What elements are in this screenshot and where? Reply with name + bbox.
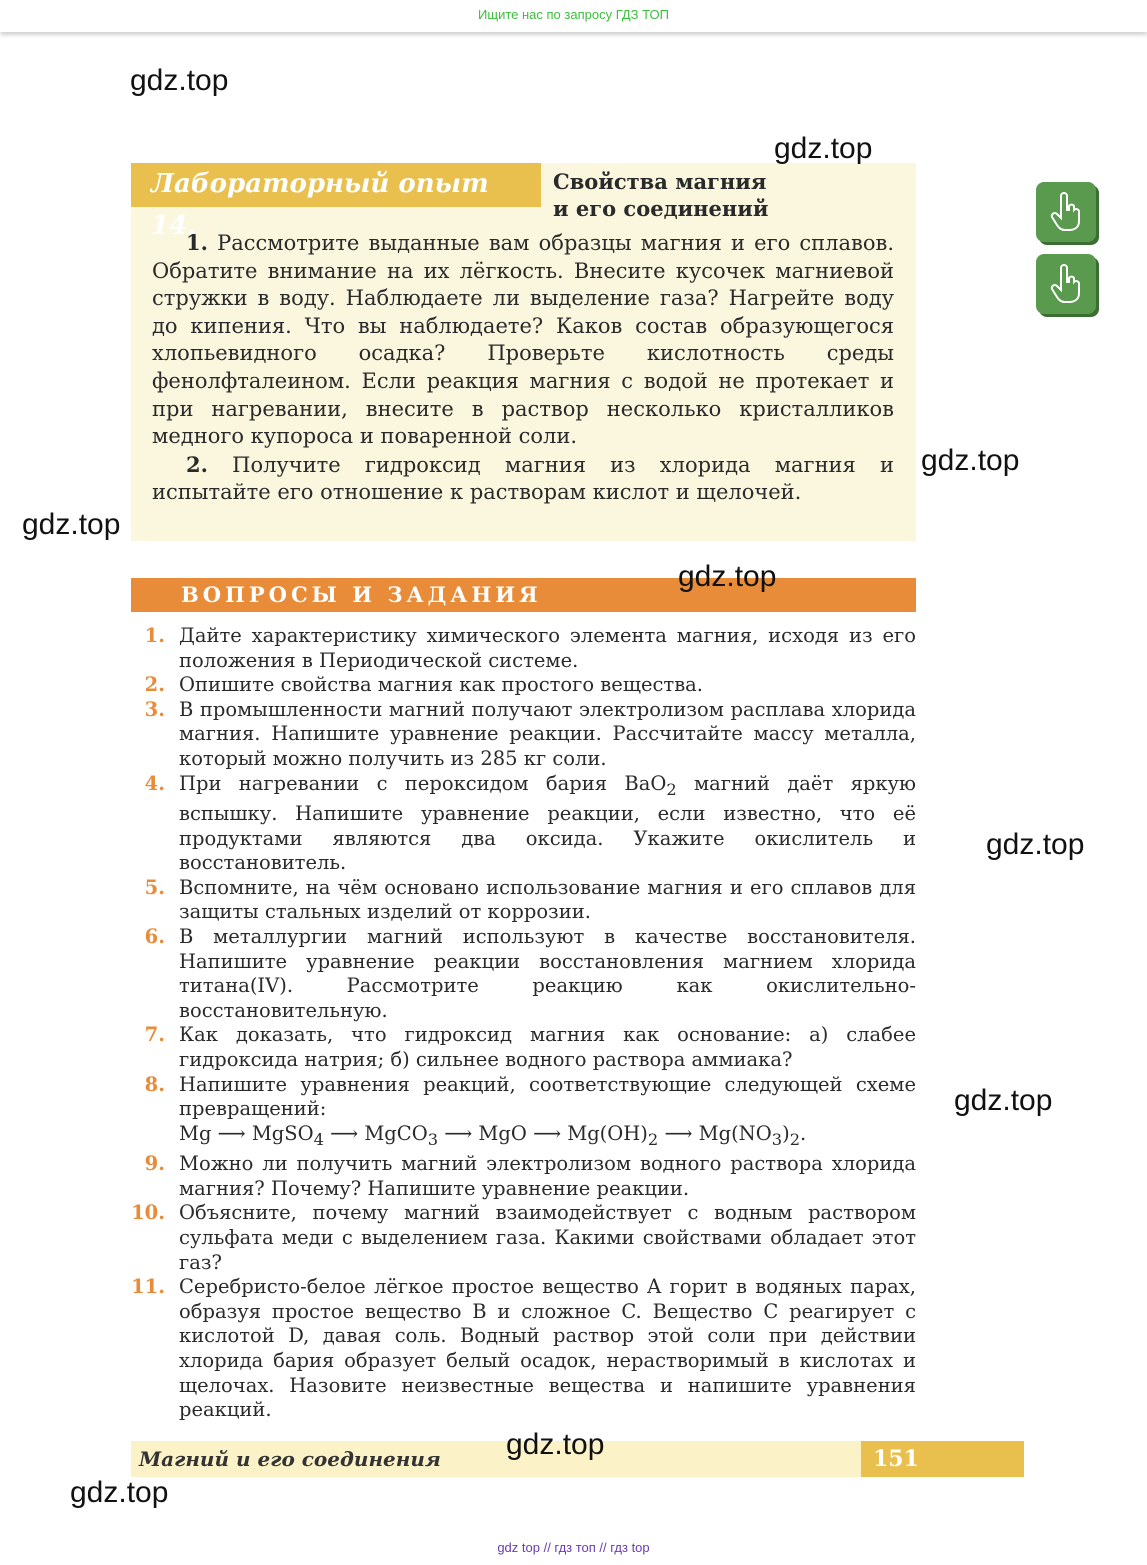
page-number: 151 <box>861 1441 1024 1477</box>
question-text: Объясните, почему магний взаимодействует с водным раствором сульфата меди с выделением газа. Какими свойствами обладает этот газ? <box>179 1201 916 1274</box>
watermark: gdz.top <box>954 1084 1053 1117</box>
arrow: ⟶ <box>330 1121 359 1145</box>
arrow: ⟶ <box>533 1121 562 1145</box>
question-number: 9. <box>144 1152 165 1176</box>
watermark: gdz.top <box>986 828 1085 861</box>
question-number: 8. <box>144 1072 165 1096</box>
question-item <box>131 1201 916 1275</box>
hand-pointer-button[interactable] <box>1036 254 1096 314</box>
subscript: 3 <box>427 1129 439 1149</box>
reaction-chain <box>179 1122 916 1152</box>
lab-subtitle-line1: Свойства магния <box>553 169 767 194</box>
lab-item-text: Рассмотрите выданные вам образцы магния и его сплавов. Обратите внимание на их лёгкость. Внесите кусочек магниевой стружки в воду. Наблюдаете ли выделение газа? Нагрейте воду до кипения. Что вы наблюдаете? Каков состав образующегося хлопьевидного осадка? Проверьте кислотность среды фенолфталеином. Если реакция магния с водой не протекает и при нагревании, внесите в раствор несколько кристалликов медного купороса и поваренной соли. <box>152 231 894 449</box>
formula: . <box>800 1121 807 1145</box>
question-text: Дайте характеристику химического элемента магния, исходя из его положения в Периодической системе. <box>179 624 916 672</box>
question-text: Серебристо-белое лёгкое простое вещество A горит в водяных парах, образуя простое вещество B и сложное C. Вещество C реагирует с кислотой D, давая соль. Водный раствор этой соли при действии хлорида бария образует белый осадок, нерастворимый в кислотах и щелочах. Назовите неизвестные вещества и напишите уравнения реакций. <box>179 1275 916 1422</box>
question-text: Опишите свойства магния как простого вещества. <box>179 673 704 697</box>
question-item <box>131 876 916 925</box>
formula: MgO <box>478 1121 527 1145</box>
hand-pointer-icon <box>1049 264 1083 304</box>
question-number: 1. <box>144 624 165 647</box>
question-text: Можно ли получить магний электролизом водного раствора хлорида магния? Почему? Напишите уравнение реакции. <box>179 1152 916 1200</box>
top-banner <box>0 0 1147 32</box>
watermark: gdz.top <box>506 1428 605 1461</box>
question-number: 11. <box>131 1275 165 1299</box>
arrow: ⟶ <box>444 1121 473 1145</box>
question-text: Напишите уравнения реакций, соответствующие следующей схеме превращений: <box>179 1072 916 1121</box>
question-number: 5. <box>144 875 165 899</box>
top-banner-text: Ищите нас по запросу ГДЗ ТОП <box>478 7 669 22</box>
question-item <box>131 673 916 698</box>
question-text <box>179 772 916 875</box>
question-number: 10. <box>131 1201 165 1225</box>
question-number: 6. <box>144 925 165 949</box>
question-text: В промышленности магний получают электролизом расплава хлорида магния. Напишите уравнение реакции. Рассчитайте массу металла, который можно получить из 285 кг соли. <box>179 697 916 770</box>
bottom-links[interactable]: gdz top // гдз топ // гдз top <box>497 1540 650 1555</box>
watermark: gdz.top <box>774 132 873 165</box>
question-item <box>131 1023 916 1072</box>
watermark: gdz.top <box>22 508 121 541</box>
questions-header <box>131 578 916 612</box>
arrow: ⟶ <box>217 1121 246 1145</box>
lab-subtitle <box>553 168 813 222</box>
watermark: gdz.top <box>678 560 777 593</box>
hand-pointer-icon <box>1049 192 1083 232</box>
subscript: 2 <box>789 1129 801 1149</box>
formula: Mg(OH) <box>567 1121 648 1145</box>
lab-item-number: 1. <box>186 230 208 255</box>
lab-item-2 <box>152 451 894 507</box>
footer-title: Магний и его соединения <box>139 1447 441 1471</box>
questions-list <box>131 624 916 1423</box>
arrow: ⟶ <box>664 1121 693 1145</box>
question-item <box>131 772 916 876</box>
question-text: В металлургии магний используют в качестве восстановителя. Напишите уравнение реакции восстановления магнием хлорида титана(IV). Рассмотрите реакцию как окислительно-восстановительную. <box>179 925 916 1022</box>
question-text-part: При нагревании с пероксидом бария BaO <box>179 771 667 795</box>
question-number: 2. <box>144 673 165 697</box>
question-item <box>131 698 916 772</box>
lab-item-1 <box>152 229 894 451</box>
formula: Mg(NO <box>698 1121 772 1145</box>
questions-header-text: ВОПРОСЫ И ЗАДАНИЯ <box>181 582 542 607</box>
question-item <box>131 624 916 673</box>
formula: MgCO <box>364 1121 428 1145</box>
question-text-part: магний даёт яркую вспышку. Напишите уравнение реакции, если известно, что её продуктами являются два оксида. Укажите окислитель и восстановитель. <box>179 771 916 875</box>
lab-subtitle-line2: и его соединений <box>553 196 769 221</box>
question-text: Как доказать, что гидроксид магния как основание: а) слабее гидроксида натрия; б) сильнее водного раствора аммиака? <box>179 1023 916 1071</box>
lab-item-number: 2. <box>186 451 208 477</box>
question-item <box>131 1073 916 1153</box>
question-number: 4. <box>144 771 165 795</box>
watermark: gdz.top <box>130 64 229 97</box>
subscript: 2 <box>647 1129 659 1149</box>
lab-item-text: Получите гидроксид магния из хлорида магния и испытайте его отношение к растворам кислот и щелочей. <box>152 452 894 505</box>
subscript: 3 <box>771 1129 783 1149</box>
hand-pointer-button[interactable] <box>1036 182 1096 242</box>
lab-title: Лабораторный опыт 14. <box>131 163 541 207</box>
question-item <box>131 1275 916 1423</box>
watermark: gdz.top <box>70 1476 169 1509</box>
formula: ) <box>782 1121 790 1145</box>
subscript: 2 <box>666 779 677 799</box>
question-item <box>131 925 916 1023</box>
watermark: gdz.top <box>921 444 1020 477</box>
formula: Mg <box>179 1121 212 1145</box>
subscript: 4 <box>313 1129 324 1149</box>
question-number: 7. <box>144 1023 165 1047</box>
formula: MgSO <box>251 1121 314 1145</box>
lab-body <box>152 229 894 507</box>
question-text: Вспомните, на чём основано использование магния и его сплавов для защиты стальных изделий от коррозии. <box>179 875 916 924</box>
question-item <box>131 1152 916 1201</box>
question-number: 3. <box>144 697 165 721</box>
